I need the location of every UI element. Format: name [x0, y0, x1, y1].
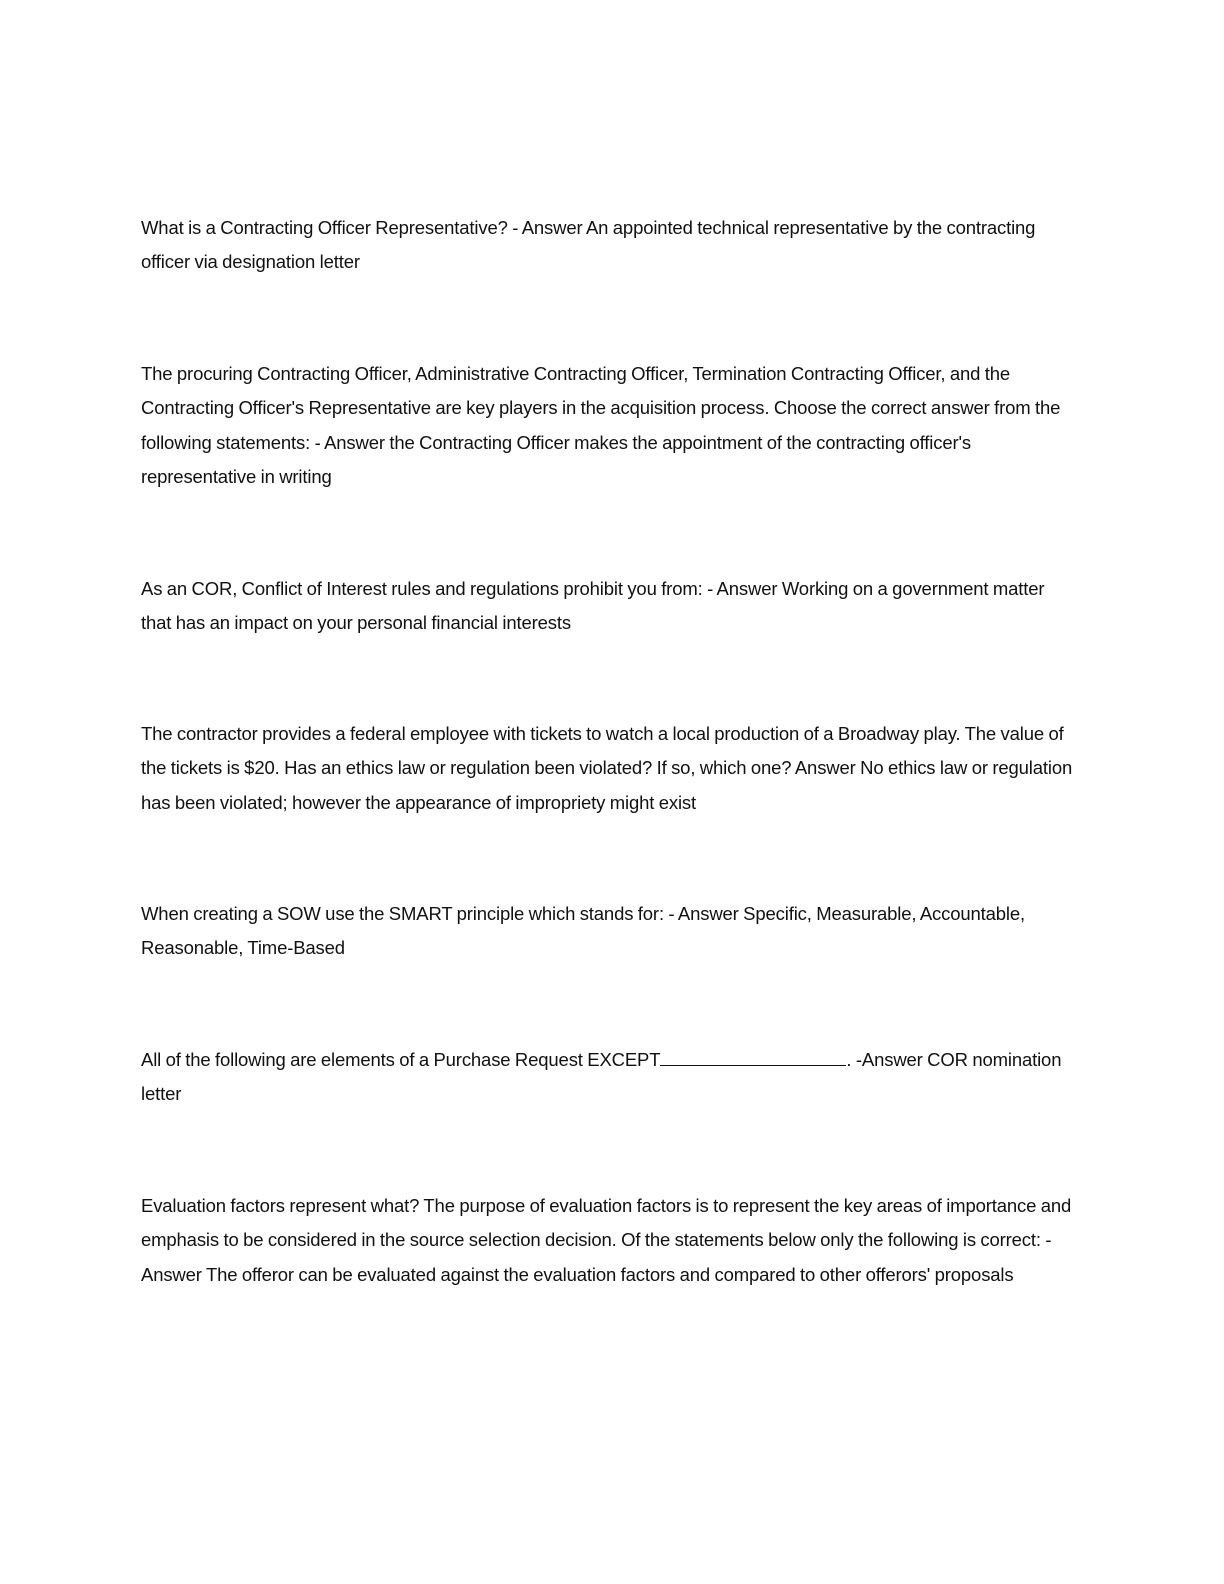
qa-entry-key-players: The procuring Contracting Officer, Administrative Contracting Officer, Termination Contracting Officer, and the Contracting Officer's Representative are key players in the acquisition process. Choose the correct answer from the following statements: - Answer the Contracting Officer makes the appointment of the contracting officer's representative in writing: [141, 363, 1061, 487]
purchase-request-question-text: All of the following are elements of a Purchase Request EXCEPT: [141, 1049, 661, 1070]
qa-entry-purchase-request: [141, 1043, 1076, 1112]
qa-entry-smart-principle: When creating a SOW use the SMART principle which stands for: - Answer Specific, Measurable, Accountable, Reasonable, Time-Based: [141, 903, 1026, 959]
qa-entry-ethics-tickets: The contractor provides a federal employee with tickets to watch a local production of a Broadway play. The value of the tickets is $20. Has an ethics law or regulation been violated? If so, which one? Answer No ethics law or regulation has been violated; however the appearance of impropriety might exist: [141, 723, 1073, 813]
qa-entry-evaluation-factors: Evaluation factors represent what? The purpose of evaluation factors is to represent the key areas of importance and emphasis to be considered in the source selection decision. Of the statements below only the following is correct: -Answer The offeror can be evaluated against the evaluation factors and compared to other offerors' proposals: [141, 1195, 1072, 1285]
purchase-request-answer-text: . -Answer COR nomination letter: [141, 1049, 1062, 1105]
fill-in-blank-line: [660, 1051, 846, 1066]
qa-entry-conflict-of-interest: As an COR, Conflict of Interest rules and regulations prohibit you from: - Answer Working on a government matter that has an impact on your personal financial interests: [141, 578, 1045, 634]
qa-entry-cor-definition: What is a Contracting Officer Representative? - Answer An appointed technical representative by the contracting officer via designation letter: [141, 217, 1036, 273]
